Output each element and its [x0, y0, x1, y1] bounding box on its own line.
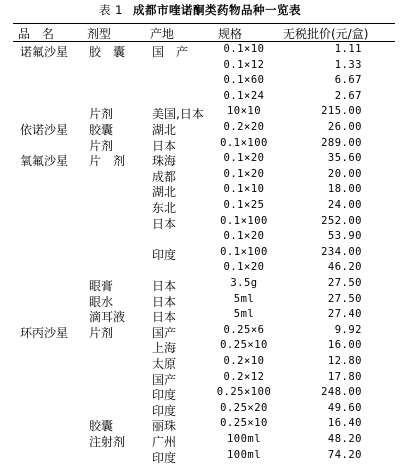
cell-origin: 湖北 — [152, 123, 177, 137]
cell-origin: 上海 — [152, 341, 177, 356]
cell-price: 17.80 — [327, 370, 362, 383]
cell-price: 248.00 — [321, 386, 362, 399]
cell-spec: 0.25×6 — [223, 323, 265, 336]
cell-price: 1.33 — [334, 58, 362, 71]
cell-dosage-form: 眼水 — [89, 294, 114, 309]
cell-drug-name: 依诺沙星 — [20, 123, 69, 137]
top-rule — [13, 23, 395, 24]
cell-price: 27.40 — [327, 308, 362, 321]
cell-price: 12.80 — [327, 355, 362, 367]
cell-price: 27.50 — [327, 292, 362, 305]
cell-price: 27.50 — [327, 277, 362, 289]
cell-price: 48.20 — [327, 433, 362, 445]
cell-spec: 0.2×12 — [223, 370, 265, 383]
cell-spec: 0.25×10 — [220, 417, 268, 430]
cell-origin: 国 产 — [152, 45, 189, 59]
cell-spec: 0.1×100 — [220, 136, 268, 149]
table-title-text: 成都市喹诺酮类药物品种一览表 — [132, 3, 301, 17]
cell-origin: 印度 — [152, 247, 177, 262]
cell-spec: 100ml — [226, 433, 262, 445]
cell-spec: 0.2×10 — [223, 355, 265, 367]
cell-spec: 0.25×100 — [216, 386, 272, 399]
cell-origin: 国产 — [152, 372, 177, 387]
cell-spec: 0.1×20 — [223, 261, 265, 274]
header-price: 无税批价(元/盒) — [283, 27, 369, 41]
cell-spec: 0.1×100 — [220, 214, 268, 227]
cell-drug-name: 氧氟沙星 — [20, 154, 69, 169]
header-spec: 规格 — [218, 27, 243, 41]
cell-dosage-form: 片剂 — [89, 107, 114, 122]
cell-spec: 3.5g — [230, 277, 258, 289]
cell-origin: 日本 — [152, 294, 177, 309]
cell-origin: 湖北 — [152, 185, 177, 200]
cell-origin: 日本 — [152, 138, 177, 153]
cell-spec: 5ml — [233, 292, 255, 305]
cell-price: 252.00 — [321, 214, 362, 227]
table-number: 表 1 — [99, 3, 123, 17]
cell-spec: 0.1×10 — [223, 43, 265, 55]
cell-origin: 丽珠 — [152, 419, 177, 434]
cell-spec: 0.25×20 — [220, 401, 268, 414]
cell-price: 6.67 — [334, 74, 362, 87]
cell-price: 49.60 — [327, 401, 362, 414]
cell-spec: 0.1×100 — [220, 245, 268, 258]
cell-price: 46.20 — [327, 261, 362, 274]
cell-spec: 0.1×20 — [223, 230, 265, 243]
cell-spec: 100ml — [226, 448, 262, 461]
header-dosage-form: 剂型 — [87, 27, 112, 41]
cell-origin: 日本 — [152, 216, 177, 231]
cell-dosage-form: 片 剂 — [89, 154, 126, 169]
cell-price: 74.20 — [327, 448, 362, 461]
cell-price: 18.00 — [327, 183, 362, 196]
cell-price: 24.00 — [327, 199, 362, 211]
cell-origin: 广州 — [152, 435, 177, 449]
cell-origin: 印度 — [152, 403, 177, 418]
cell-origin: 珠海 — [152, 154, 177, 169]
cell-price: 16.40 — [327, 417, 362, 430]
cell-price: 215.00 — [321, 105, 362, 118]
cell-price: 35.60 — [327, 152, 362, 165]
cell-dosage-form: 胶囊 — [89, 419, 114, 434]
cell-origin: 印度 — [152, 450, 177, 465]
cell-price: 1.11 — [334, 43, 362, 55]
cell-origin: 日本 — [152, 310, 177, 325]
cell-dosage-form: 胶囊 — [89, 123, 114, 137]
cell-dosage-form: 注射剂 — [89, 435, 126, 449]
cell-spec: 0.1×60 — [223, 74, 265, 87]
cell-dosage-form: 片剂 — [89, 138, 114, 153]
cell-spec: 0.1×10 — [223, 183, 265, 196]
cell-price: 289.00 — [321, 136, 362, 149]
cell-spec: 0.1×20 — [223, 152, 265, 165]
cell-origin: 国产 — [152, 325, 177, 340]
cell-dosage-form: 胶 囊 — [89, 45, 126, 59]
cell-price: 9.92 — [334, 323, 362, 336]
cell-spec: 0.1×25 — [223, 199, 265, 211]
cell-price: 26.00 — [327, 121, 362, 133]
cell-spec: 5ml — [233, 308, 255, 321]
cell-price: 2.67 — [334, 89, 362, 102]
cell-price: 16.00 — [327, 339, 362, 352]
header-drug-name: 品 名 — [18, 27, 55, 41]
cell-dosage-form: 眼膏 — [89, 279, 114, 293]
cell-spec: 0.1×20 — [223, 167, 265, 180]
cell-spec: 0.1×24 — [223, 89, 265, 102]
cell-dosage-form: 滴耳液 — [89, 310, 126, 325]
cell-origin: 东北 — [152, 201, 177, 215]
cell-price: 234.00 — [321, 245, 362, 258]
cell-price: 53.90 — [327, 230, 362, 243]
cell-price: 20.00 — [327, 167, 362, 180]
cell-origin: 印度 — [152, 388, 177, 403]
cell-spec: 0.25×10 — [220, 339, 268, 352]
cell-drug-name: 诺氟沙星 — [20, 45, 69, 59]
cell-origin: 太原 — [152, 357, 177, 371]
cell-spec: 10×10 — [226, 105, 262, 118]
table-title — [0, 2, 400, 18]
header-origin: 产地 — [150, 27, 175, 41]
cell-dosage-form: 片剂 — [89, 325, 114, 340]
cell-origin: 美国,日本 — [152, 107, 204, 122]
cell-spec: 0.2×20 — [223, 121, 265, 133]
cell-spec: 0.1×12 — [223, 58, 265, 71]
cell-origin: 成都 — [152, 169, 177, 184]
cell-drug-name: 环丙沙星 — [20, 325, 69, 340]
cell-origin: 日本 — [152, 279, 177, 293]
